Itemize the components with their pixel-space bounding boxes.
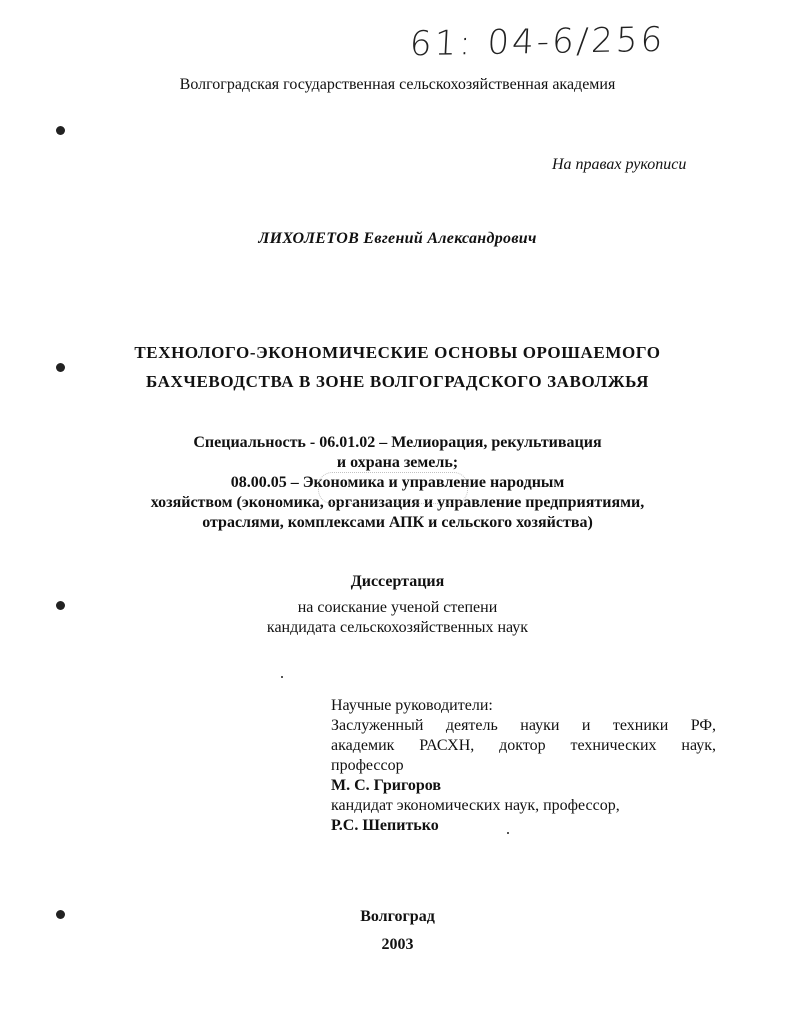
advisor2-title: кандидат экономических наук, профессор, xyxy=(331,797,620,814)
degree-line: кандидата сельскохозяйственных наук xyxy=(266,619,529,636)
faded-stamp-mark xyxy=(318,472,468,504)
binding-hole-mark xyxy=(56,363,65,372)
handwritten-catalog-code: 61: 04-6/256 xyxy=(408,19,667,65)
institution-name: Волгоградская государственная сельскохозяйственная академия xyxy=(179,76,616,93)
dissertation-label: Диссертация xyxy=(350,573,445,590)
scan-speck xyxy=(507,832,509,834)
binding-hole-mark xyxy=(56,910,65,919)
specialty-line: 08.00.05 – Экономика и управление народным xyxy=(230,474,565,491)
specialty-line: отраслями, комплексами АПК и сельского хозяйства) xyxy=(202,514,593,531)
title-line: ТЕХНОЛОГО-ЭКОНОМИЧЕСКИЕ ОСНОВЫ ОРОШАЕМОГО xyxy=(134,343,661,362)
specialty-line: и охрана земель; xyxy=(336,454,459,471)
degree-line: на соискание ученой степени xyxy=(297,599,498,616)
advisor1-title-line: академик РАСХН, доктор технических наук, xyxy=(331,737,716,754)
scan-speck xyxy=(281,676,283,678)
dissertation-title xyxy=(0,338,795,396)
binding-hole-mark xyxy=(56,601,65,610)
specialty-line: Специальность - 06.01.02 – Мелиорация, рекультивация xyxy=(193,434,602,451)
degree-description xyxy=(0,598,795,638)
rights-note: На правах рукописи xyxy=(552,156,687,173)
author-name: ЛИХОЛЕТОВ Евгений Александрович xyxy=(258,230,537,247)
city: Волгоград xyxy=(360,908,435,925)
advisors-heading: Научные руководители: xyxy=(331,697,493,714)
binding-hole-mark xyxy=(56,126,65,135)
year: 2003 xyxy=(381,936,414,953)
advisor1-name: М. С. Григоров xyxy=(331,777,441,794)
advisor1-title-line: Заслуженный деятель науки и техники РФ, xyxy=(331,717,716,734)
title-line: БАХЧЕВОДСТВА В ЗОНЕ ВОЛГОГРАДСКОГО ЗАВОЛЖЬЯ xyxy=(146,372,649,391)
advisor1-title-line: профессор xyxy=(331,757,404,774)
advisor2-name: Р.С. Шепитько xyxy=(331,817,439,834)
specialty-line: хозяйством (экономика, организация и управление предприятиями, xyxy=(150,494,645,511)
advisors-block xyxy=(331,696,716,836)
